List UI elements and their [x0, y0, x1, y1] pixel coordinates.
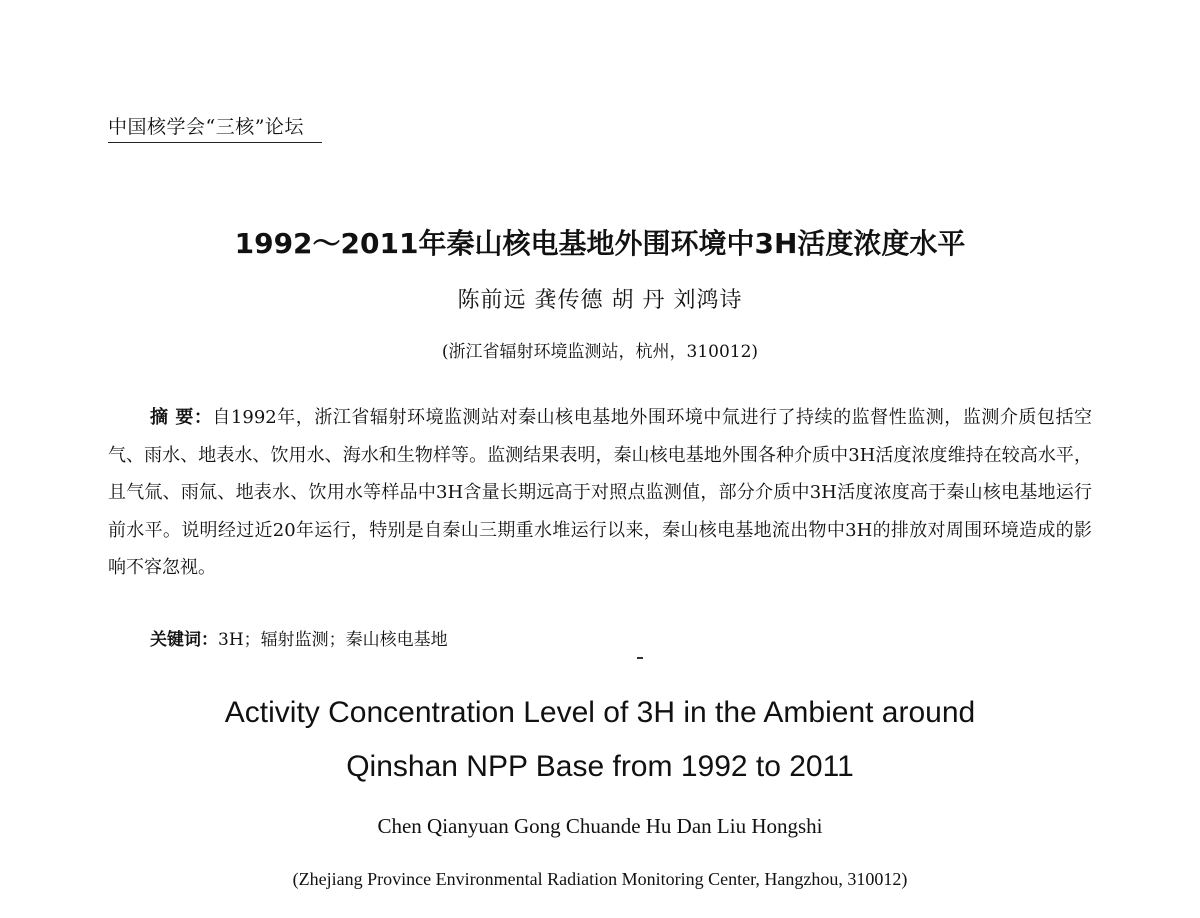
abstract-label: 摘 要：	[150, 407, 213, 428]
journal-header: 中国核学会“三核”论坛	[108, 116, 304, 138]
keywords-label: 关键词：	[150, 630, 218, 650]
english-title-line-1: Activity Concentration Level of 3H in the Ambient around	[224, 696, 976, 729]
chinese-keywords	[150, 625, 448, 650]
chinese-title: 1992～2011年秦山核电基地外围环境中3H活度浓度水平	[234, 227, 966, 260]
english-title-line-2: Qinshan NPP Base from 1992 to 2011	[346, 750, 854, 783]
stray-mark	[637, 657, 643, 659]
chinese-affiliation: (浙江省辐射环境监测站，杭州，310012)	[441, 342, 759, 362]
chinese-abstract	[108, 399, 1092, 587]
english-affiliation: (Zhejiang Province Environmental Radiation Monitoring Center, Hangzhou, 310012)	[292, 869, 908, 889]
keywords-text: 3H；辐射监测；秦山核电基地	[218, 630, 448, 650]
english-title	[0, 686, 1200, 794]
abstract-text: 自1992年，浙江省辐射环境监测站对秦山核电基地外围环境中氚进行了持续的监督性监测，监测介质包括空气、雨水、地表水、饮用水、海水和生物样等。监测结果表明，秦山核电基地外围各种介质中3H活度浓度维持在较高水平，且气氚、雨氚、地表水、饮用水等样品中3H含量长期远高于对照点监测值，部分介质中3H活度浓度高于秦山核电基地运行前水平。说明经过近20年运行，特别是自秦山三期重水堆运行以来，秦山核电基地流出物中3H的排放对周围环境造成的影响不容忽视。	[108, 407, 1092, 579]
english-authors: Chen Qianyuan Gong Chuande Hu Dan Liu Hongshi	[377, 814, 823, 838]
chinese-authors: 陈前远 龚传德 胡 丹 刘鸿诗	[457, 288, 743, 313]
header-underline	[108, 142, 322, 143]
